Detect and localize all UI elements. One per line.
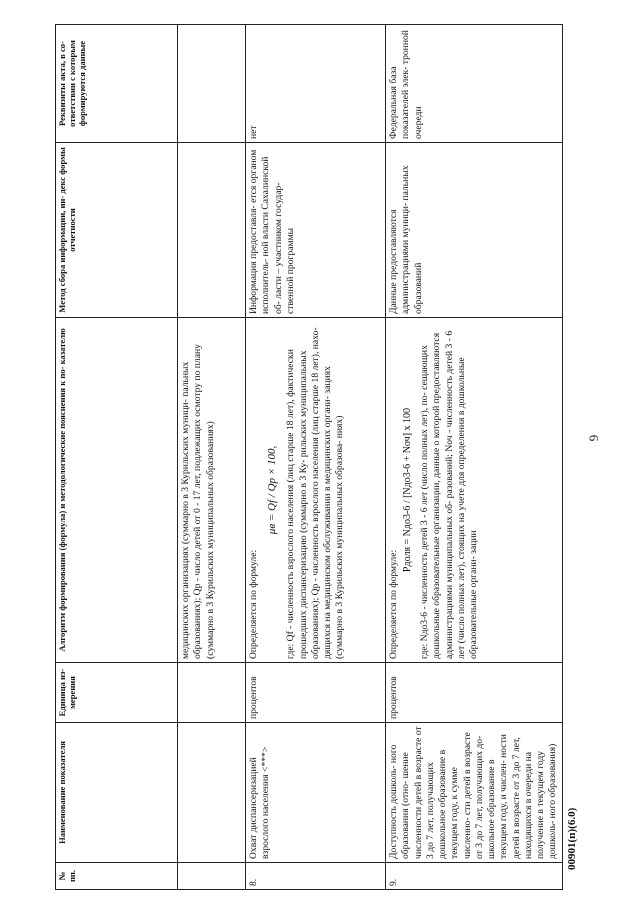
method-cell: Информация предоставля- ется органом исполнитель- ной власти Сахалинской об- ласти – участником государ- ственной программы: [246, 143, 386, 318]
indicator-name: Доступность дошколь- ного образования (отно- шение численности детей в возрасте от 3 до 7 лет, получающих дошкольное образование в текущем году, к сумме численно- сти детей в возрасте от 3 до 7 лет, получающих до- школьное образование в текущем году, и числен- ности детей в возрасте от 3 до 7 лет, находящихся в очереди на получение в текущем году дошколь- ного образования): [386, 723, 563, 863]
formula-explanation: где: Nдо3-6 - численность детей 3 - 6 лет (число полных лет), по- сещающих дошкольные образовательные организации, данные о которой предоставляются администрациями муниципальных об- разований; Nоч - численность детей 3 - 6 лет (число полных лет), стоящих на учете для определения в дошкольные образовательные органи- зации: [419, 330, 480, 659]
indicator-name: Охват диспансеризацией взрослого населения <***>: [246, 723, 386, 863]
algorithm-cell: [386, 318, 563, 663]
requisites-cell: нет: [246, 25, 386, 143]
header-name: Наименование показателя: [56, 723, 178, 863]
formula-intro: Определяется по формуле:: [248, 549, 259, 659]
continuation-algorithm: медицинских организациях (суммарно в 3 Курильских муници- пальных образованиях); Qp - число детей от 0 - 17 лет, подлежащих осмотру по плану (суммарно в 3 Курильских муниципальных образованиях): [178, 318, 246, 663]
table-row-continuation: [178, 25, 246, 890]
table-header-row: [56, 25, 178, 890]
indicator-table: [55, 24, 563, 890]
unit-cell: процентов: [246, 663, 386, 723]
document-code: 00901(п)(6.0): [566, 807, 578, 870]
row-number: 9.: [386, 863, 563, 890]
requisites-cell: Федеральная база показателей элек- тронной очереди: [386, 25, 563, 143]
header-algorithm: Алгоритм формирования (формула) и методологические пояснения к по- казателю: [56, 318, 178, 663]
unit-cell: процентов: [386, 663, 563, 723]
formula: Pдоля = Nдо3-6 / [Nдо3-6 + Nоч] x 100: [402, 407, 414, 573]
formula-explanation: где: Qf - численность взрослого населения (лиц старше 18 лет), фактически прошедших диспансеризацию (суммарно в 3 Ку- рильских муниципальных образованиях); Qp - численность взрослого населения (лиц старше 18 лет), нахо- дящихся на медицинском обслуживании в медицинских органи- зациях (суммарно в 3 Курильских муниципальных образова- ниях): [285, 327, 346, 659]
row-number: 8.: [246, 863, 386, 890]
indicator-table-rotated: [55, 25, 559, 890]
header-unit: Единица из- мерения: [56, 663, 178, 723]
page-number: 6: [586, 434, 602, 442]
table-row-9: [386, 25, 563, 890]
algorithm-cell: [246, 318, 386, 663]
formula: μв = Qf / Qp × 100,: [266, 445, 279, 535]
table-row-8: [246, 25, 386, 890]
header-method: Метод сбора информации, ин- декс формы отчетности: [56, 143, 178, 318]
header-num: № пп.: [56, 863, 178, 890]
formula-intro: Определяется по формуле:: [388, 549, 399, 659]
method-cell: Данные предоставляются администрациями муници- пальных образований: [386, 143, 563, 318]
header-requisites: Реквизиты акта, в со- ответствии с которым формируются данные: [56, 25, 178, 143]
